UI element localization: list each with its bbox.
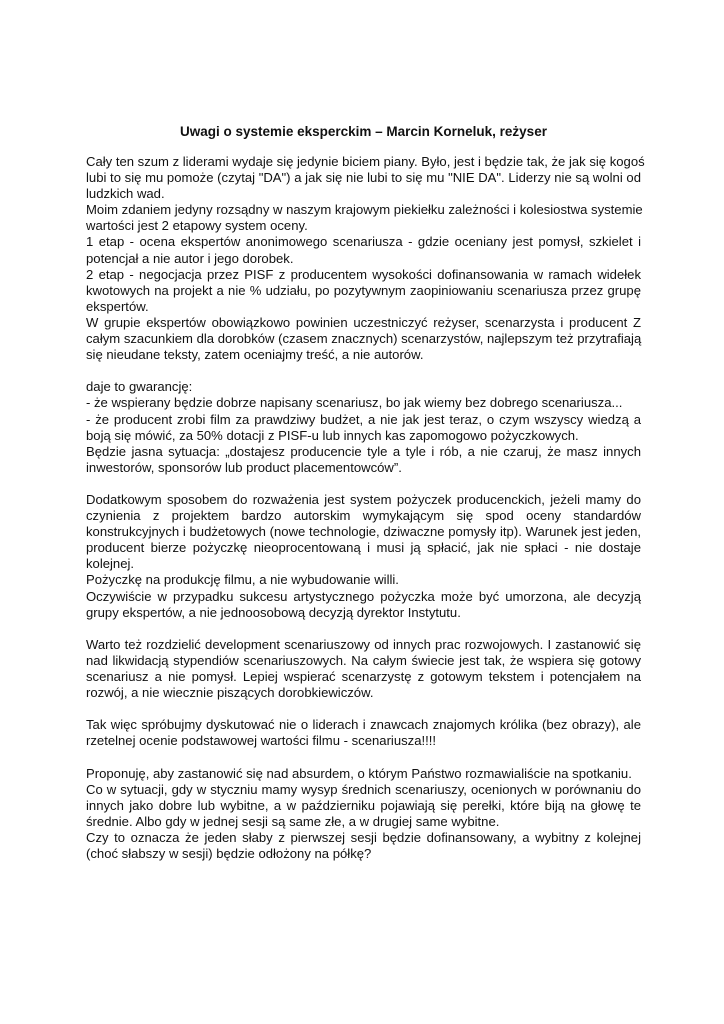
text-line: czynienia z projektem bardzo autorskim wymykającym się spod oceny standardów [86, 508, 641, 524]
text-line: Będzie jasna sytuacja: „dostajesz producencie tyle a tyle i rób, a nie czaruj, że masz innych [86, 443, 641, 459]
text-line: innych jako dobre lub wybitne, a w październiku pojawiają się perełki, które biją na głowę te [86, 797, 641, 813]
text-line: Proponuję, aby zastanowić się nad absurdem, o którym Państwo rozmawialiście na spotkaniu. [86, 765, 632, 781]
text-line: ekspertów. [86, 298, 149, 314]
text-line: Tak więc spróbujmy dyskutować nie o liderach i znawcach znajomych królika (bez obrazy), ale [86, 717, 641, 733]
paragraph [86, 766, 641, 863]
text-line: kwotowych na projekt a nie % udziału, po pozytywnym zaopiniowaniu scenariusza przez grupę [86, 282, 641, 298]
paragraph [86, 154, 645, 363]
text-line: Oczywiście w przypadku sukcesu artystycznego pożyczka może być umorzona, ale decyzją [86, 588, 641, 604]
text-line: konstrukcyjnych i budżetowych (nowe technologie, dziwaczne pomysły itp). Warunek jest jeden, [86, 524, 641, 540]
text-line: rzetelnej ocenie podstawowej wartości filmu - scenariusza!!!! [86, 733, 437, 749]
document-title: Uwagi o systemie eksperckim – Marcin Korneluk, reżyser [180, 124, 547, 139]
text-line: - że wspierany będzie dobrze napisany scenariusz, bo jak wiemy bez dobrego scenariusza... [86, 395, 623, 411]
text-line: ludzkich wad. [86, 186, 165, 202]
text-line: 1 etap - ocena ekspertów anonimowego scenariusza - gdzie oceniany jest pomysł, szkielet i [86, 234, 641, 250]
text-line: Czy to oznacza że jeden słaby z pierwszej sesji będzie dofinansowany, a wybitny z kolejnej [86, 829, 641, 845]
paragraph [86, 492, 641, 621]
text-line: Dodatkowym sposobem do rozważenia jest system pożyczek producenckich, jeżeli mamy do [86, 491, 641, 507]
paragraph [86, 637, 641, 701]
text-line: potencjał a nie autor i jego dorobek. [86, 250, 294, 266]
text-line: scenariusz a nie pomysł. Lepiej wspierać scenarzystę z gotowym tekstem i potencjałem na [86, 669, 641, 684]
text-line: się nieudane teksty, zatem oceniajmy treść, a nie autorów. [86, 347, 424, 363]
text-line: całym szacunkiem dla dorobków (czasem znacznych) scenarzystów, najlepszym też przytrafiają [86, 331, 642, 347]
text-line: rozwój, a nie wiecznie piszących dorobkiewiczów. [86, 685, 374, 701]
text-line: W grupie ekspertów obowiązkowo powinien uczestniczyć reżyser, scenarzysta i producent Z [86, 314, 641, 330]
text-line: 2 etap - negocjacja przez PISF z producentem wysokości dofinansowania w ramach widełek [86, 266, 641, 282]
text-line: (choć słabszy w sesji) będzie odłożony na półkę? [86, 846, 372, 862]
text-line: wartości jest 2 etapowy system oceny. [86, 218, 308, 234]
text-line: inwestorów, sponsorów lub product placementowców”. [86, 459, 402, 475]
text-line: kolejnej. [86, 556, 135, 572]
document-body [86, 154, 645, 878]
text-line: Pożyczkę na produkcję filmu, a nie wybudowanie willi. [86, 572, 399, 588]
text-line: boją się mówić, za 50% dotacji z PISF-u lub innych kas zapomogowo pożyczkowych. [86, 427, 579, 443]
text-line: Co w sytuacji, gdy w styczniu mamy wysyp średnich scenariuszy, ocenionych w porównaniu do [86, 781, 641, 797]
text-line: średnie. Albo gdy w jednej sesji są same złe, a w drugiej same wybitne. [86, 813, 500, 829]
text-line: Cały ten szum z liderami wydaje się jedynie biciem piany. Było, jest i będzie tak, że jak się kogoś [86, 154, 645, 169]
text-line: nad likwidacją stypendiów scenariuszowych. Na całym świecie jest tak, że wspiera się gotowy [86, 652, 641, 668]
text-line: Moim zdaniem jedyny rozsądny w naszym krajowym piekiełku zależności i kolesiostwa systemie [86, 202, 643, 218]
text-line: lubi to się mu pomoże (czytaj "DA") a jak się nie lubi to się mu "NIE DA". Liderzy nie są wolni od [86, 170, 641, 186]
text-line: Warto też rozdzielić development scenariuszowy od innych prac rozwojowych. I zastanowić się [86, 636, 641, 652]
paragraph [86, 379, 641, 476]
text-line: producent bierze pożyczkę nieoprocentowaną i musi ją spłacić, jak nie spłaci - nie dostaje [86, 540, 641, 556]
text-line: daje to gwarancję: [86, 379, 193, 395]
paragraph [86, 717, 641, 749]
text-line: - że producent zrobi film za prawdziwy budżet, a nie jak jest teraz, o czym wszyscy wiedzą a [86, 411, 641, 427]
text-line: grupy ekspertów, a nie jednoosobową decyzją dyrektor Instytutu. [86, 604, 461, 620]
